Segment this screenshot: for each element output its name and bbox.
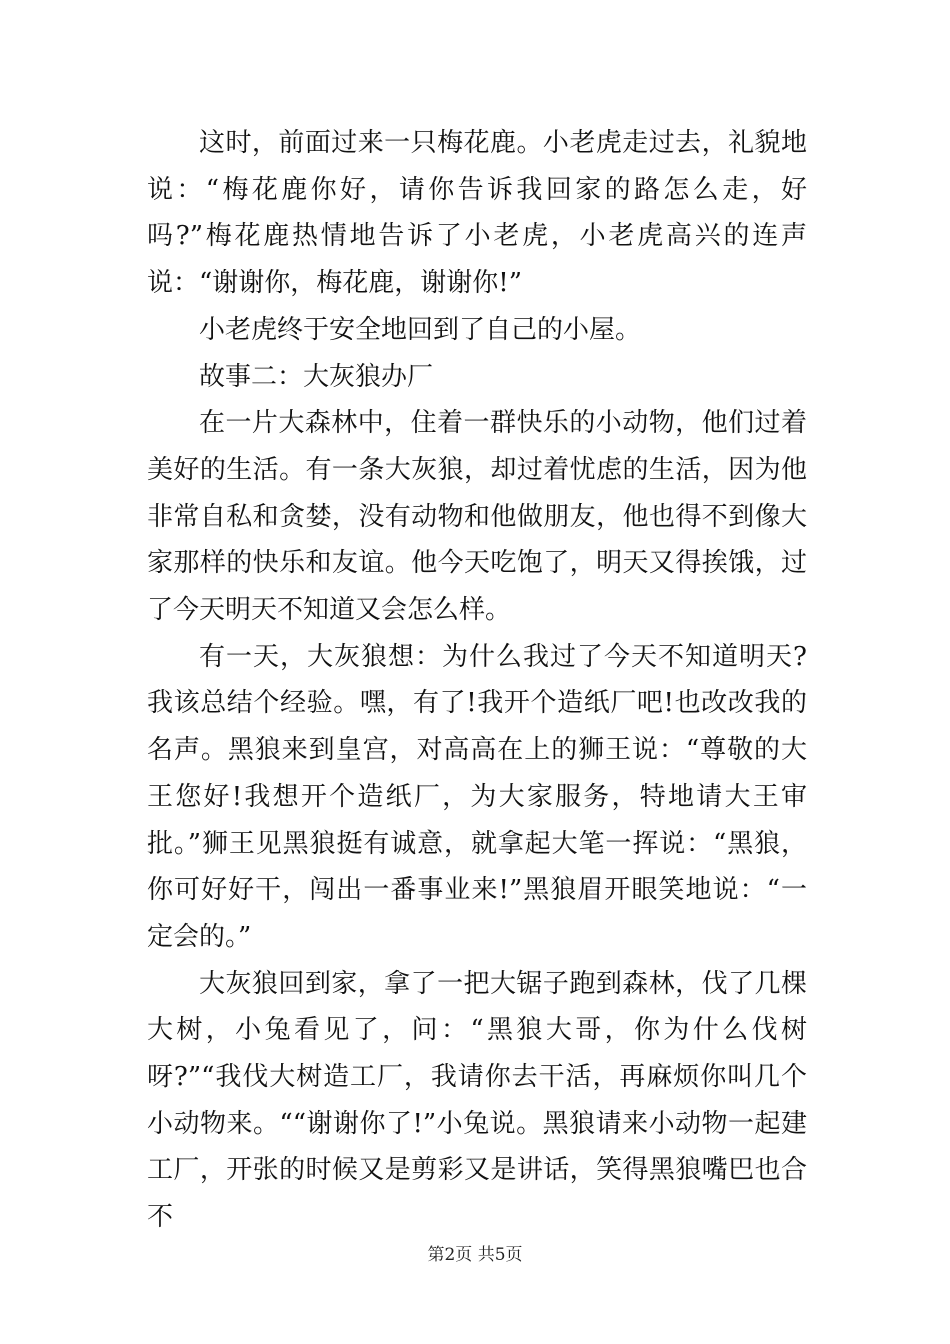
paragraph-4: 有一天，大灰狼想：为什么我过了今天不知道明天?我该总结个经验。嘿，有了!我开个造纸厂吧!也改改我的名声。黑狼来到皇宫，对高高在上的狮王说：“尊敬的大王您好!我想开个造纸厂，为大家服务，特地请大王审批。”狮王见黑狼挺有诚意，就拿起大笔一挥说：“黑狼，你可好好干，闯出一番事业来!”黑狼眉开眼笑地说：“一定会的。” — [147, 641, 807, 952]
page-number-footer: 第2页 共5页 — [427, 1245, 523, 1265]
paragraph-5: 大灰狼回到家，拿了一把大锯子跑到森林，伐了几棵大树，小兔看见了，问：“黑狼大哥，你为什么伐树呀?”“我伐大树造工厂，我请你去干活，再麻烦你叫几个小动物来。““谢谢你了!”小兔说。黑狼请来小动物一起建工厂，开张的时候又是剪彩又是讲话，笑得黑狼嘴巴也合不 — [147, 968, 807, 1233]
paragraph-2: 小老虎终于安全地回到了自己的小屋。 — [199, 314, 642, 345]
paragraph-3: 在一片大森林中，住着一群快乐的小动物，他们过着美好的生活。有一条大灰狼，却过着忧虑的生活，因为他非常自私和贪婪，没有动物和他做朋友，他也得不到像大家那样的快乐和友谊。他今天吃饱了，明天又得挨饿，过了今天明天不知道又会怎么样。 — [147, 408, 807, 626]
paragraph-1: 这时，前面过来一只梅花鹿。小老虎走过去，礼貌地说：“梅花鹿你好，请你告诉我回家的路怎么走，好吗?”梅花鹿热情地告诉了小老虎，小老虎高兴的连声说：“谢谢你，梅花鹿，谢谢你!” — [147, 128, 807, 299]
document-body — [147, 120, 807, 1241]
section-heading: 故事二：大灰狼办厂 — [199, 361, 434, 392]
